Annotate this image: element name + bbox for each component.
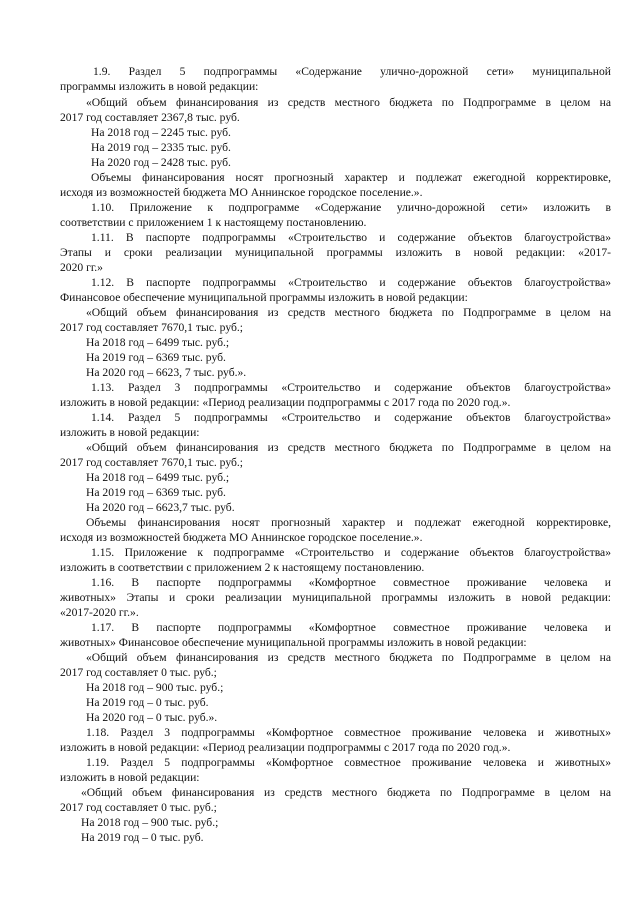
text-line: 1.10. Приложение к подпрограмме «Содержание улично-дорожной сети» изложить в <box>91 201 611 214</box>
text-line: изложить в новой редакции: «Период реализации подпрограммы с 2017 года по 2020 год.». <box>60 396 511 409</box>
text-line: На 2018 год – 900 тыс. руб.; <box>81 816 219 829</box>
text-line: 1.19. Раздел 5 подпрограммы «Комфортное совместное проживание человека и животных» <box>86 756 611 769</box>
text-line: На 2019 год – 6369 тыс. руб. <box>86 486 226 499</box>
text-line: 1.17. В паспорте подпрограммы «Комфортное совместное проживание человека и <box>91 621 611 634</box>
text-line: «Общий объем финансирования из средств местного бюджета по Подпрограмме в целом на <box>86 441 611 454</box>
text-line: На 2019 год – 6369 тыс. руб. <box>86 351 226 364</box>
text-line: На 2020 год – 6623,7 тыс. руб. <box>86 501 235 514</box>
text-line: изложить в соответствии с приложением 2 к настоящему постановлению. <box>60 561 425 574</box>
text-line: изложить в новой редакции: «Период реализации подпрограммы с 2017 года по 2020 год.». <box>60 741 511 754</box>
text-line: «Общий объем финансирования из средств местного бюджета по Подпрограмме в целом на <box>86 306 611 319</box>
text-line: 2017 год составляет 7670,1 тыс. руб.; <box>60 456 243 469</box>
text-line: На 2018 год – 2245 тыс. руб. <box>91 126 231 139</box>
text-line: «Общий объем финансирования из средств местного бюджета по Подпрограмме в целом на <box>81 786 611 799</box>
text-line: исходя из возможностей бюджета МО Аннинское городское поселение.». <box>60 531 423 544</box>
text-line: «Общий объем финансирования из средств местного бюджета по Подпрограмме в целом на <box>86 96 611 109</box>
text-line: 2017 год составляет 0 тыс. руб.; <box>60 801 217 814</box>
text-line: На 2019 год – 0 тыс. руб. <box>81 831 204 844</box>
text-line: 2020 гг.» <box>60 261 103 274</box>
text-line: 1.11. В паспорте подпрограммы «Строительство и содержание объектов благоустройства» <box>91 231 611 244</box>
text-line: На 2020 год – 6623, 7 тыс. руб.». <box>86 366 247 379</box>
text-line: соответствии с приложением 1 к настоящему постановлению. <box>60 216 367 229</box>
text-line: 2017 год составляет 0 тыс. руб.; <box>60 666 217 679</box>
text-line: На 2019 год – 0 тыс. руб. <box>86 696 209 709</box>
text-line: На 2020 год – 2428 тыс. руб. <box>91 156 231 169</box>
text-line: Объемы финансирования носят прогнозный характер и подлежат ежегодной корректировке, <box>91 171 611 184</box>
text-line: 1.15. Приложение к подпрограмме «Строительство и содержание объектов благоустройства» <box>91 546 611 559</box>
text-line: «Общий объем финансирования из средств местного бюджета по Подпрограмме в целом на <box>86 651 611 664</box>
text-line: изложить в новой редакции: <box>60 771 200 784</box>
text-line: 1.13. Раздел 3 подпрограммы «Строительство и содержание объектов благоустройства» <box>91 381 611 394</box>
text-line: изложить в новой редакции: <box>60 426 200 439</box>
text-line: исходя из возможностей бюджета МО Аннинское городское поселение.». <box>60 186 423 199</box>
text-line: На 2018 год – 6499 тыс. руб.; <box>86 336 230 349</box>
text-line: животных» Финансовое обеспечение муниципальной программы изложить в новой редакции: <box>60 636 527 649</box>
text-line: 1.14. Раздел 5 подпрограммы «Строительство и содержание объектов благоустройства» <box>91 411 611 424</box>
text-line: Этапы и сроки реализации муниципальной программы изложить в новой редакции: «2017- <box>60 246 611 259</box>
text-line: 2017 год составляет 2367,8 тыс. руб. <box>60 111 240 124</box>
text-line: На 2020 год – 0 тыс. руб.». <box>86 711 218 724</box>
text-line: 1.16. В паспорте подпрограммы «Комфортное совместное проживание человека и <box>91 576 611 589</box>
text-line: животных» Этапы и сроки реализации муниципальной программы изложить в новой редакции: <box>60 591 611 604</box>
text-line: 1.9. Раздел 5 подпрограммы «Содержание улично-дорожной сети» муниципальной <box>93 65 611 78</box>
text-line: На 2019 год – 2335 тыс. руб. <box>91 141 231 154</box>
text-line: На 2018 год – 6499 тыс. руб.; <box>86 471 230 484</box>
text-line: 2017 год составляет 7670,1 тыс. руб.; <box>60 321 243 334</box>
text-line: Финансовое обеспечение муниципальной программы изложить в новой редакции: <box>60 291 468 304</box>
text-line: Объемы финансирования носят прогнозный характер и подлежат ежегодной корректировке, <box>86 516 611 529</box>
text-line: 1.18. Раздел 3 подпрограммы «Комфортное совместное проживание человека и животных» <box>86 726 611 739</box>
text-line: «2017-2020 гг.». <box>60 606 139 619</box>
text-line: На 2018 год – 900 тыс. руб.; <box>86 681 224 694</box>
text-line: 1.12. В паспорте подпрограммы «Строительство и содержание объектов благоустройства» <box>91 276 611 289</box>
text-line: программы изложить в новой редакции: <box>60 80 259 93</box>
